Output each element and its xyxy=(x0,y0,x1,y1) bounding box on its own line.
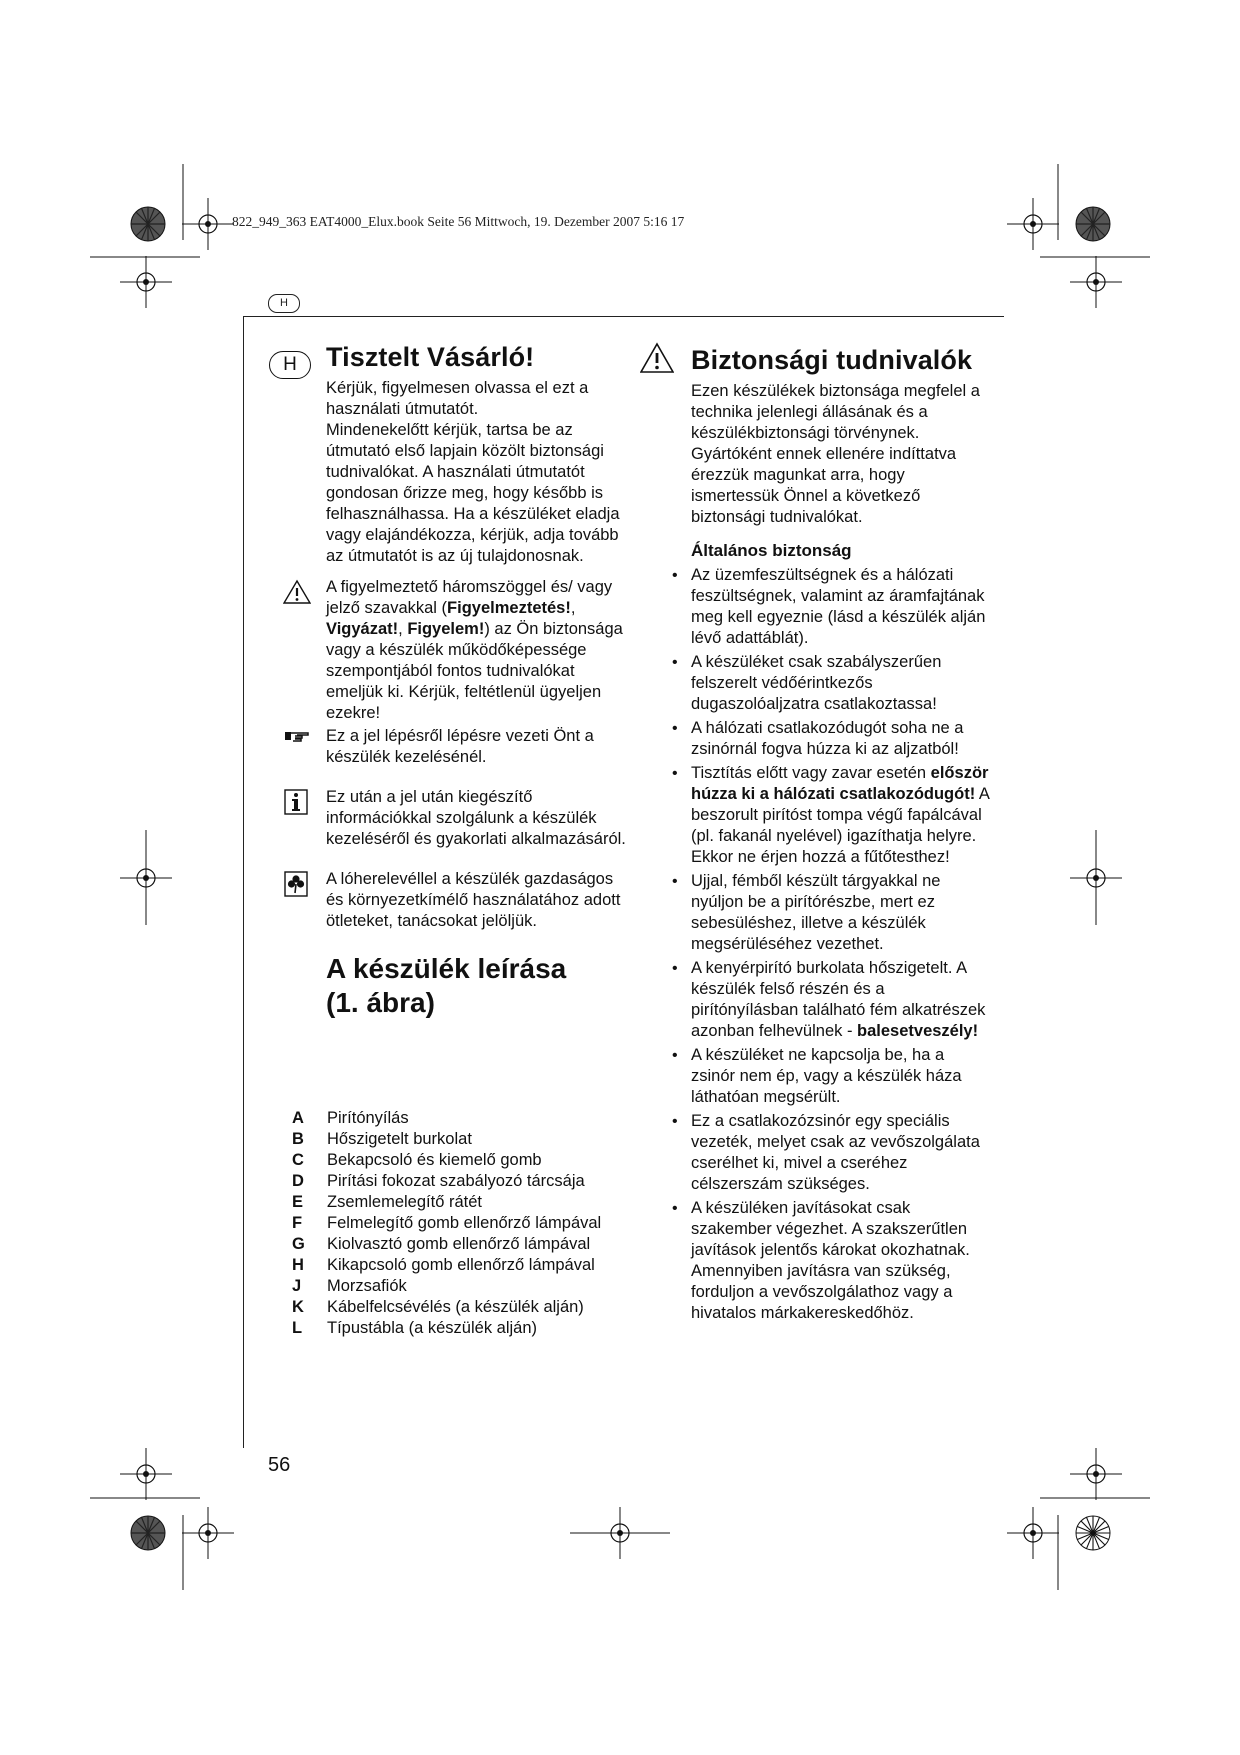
list-item: • Ez a csatlakozózsinór egy speciális vezeték, melyet csak az vevőszolgálata cserélhet ki, mivel a cseréhez célszerszám szükséges. xyxy=(691,1111,991,1195)
list-item xyxy=(691,763,991,868)
list-item: • A készüléken javításokat csak szakember végezhet. A szakszerűtlen javítások jelentős károkat okozhatnak. Amennyiben javításra van szükség, forduljon a vevőszolgálathoz vagy a hivatalos márkakereskedőhöz. xyxy=(691,1198,991,1324)
legend-letter: G xyxy=(292,1235,305,1253)
info-note xyxy=(326,787,626,850)
legend-text: Bekapcsoló és kiemelő gomb xyxy=(327,1151,542,1169)
info-icon xyxy=(283,789,311,815)
legend-item xyxy=(292,1213,601,1234)
signal-word-2: Vigyázat! xyxy=(326,620,399,638)
list-item: • Ujjal, fémből készült tárgyakkal ne nyúljon be a pirítórészbe, mert ez sebesüléshez, illetve a készülék megsérüléséhez vezethet. xyxy=(691,871,991,955)
list-item-emphasis: balesetveszély! xyxy=(857,1022,979,1040)
list-item: • A készüléket ne kapcsolja be, ha a zsinór nem ép, vagy a készülék háza láthatóan megsérült. xyxy=(691,1045,991,1108)
section-title-figure-ref: (1. ábra) xyxy=(326,987,435,1018)
legend-letter: C xyxy=(292,1151,304,1169)
legend-text: Felmelegítő gomb ellenőrző lámpával xyxy=(327,1214,602,1232)
info-note-text: Ez után a jel után kiegészítő információkkal szolgálunk a készülék kezeléséről és gyakorlati alkalmazásáról. xyxy=(326,788,626,848)
safety-intro: Ezen készülékek biztonsága megfelel a technika jelenlegi állásának és a készülékbiztonsági törvénynek. Gyártóként ennek ellenére indíttatva érezzük magunkat arra, hogy ismertessük Önnel a következő biztonsági tudnivalókat. xyxy=(691,382,980,526)
legend-item xyxy=(292,1192,601,1213)
right-column xyxy=(691,344,991,1327)
legend-item xyxy=(292,1129,601,1150)
list-item: • A készüléket csak szabályszerűen felszerelt védőérintkezős dugaszolóaljzatra csatlakoztassa! xyxy=(691,652,991,715)
page-number: 56 xyxy=(268,1454,291,1476)
warning-triangle-icon xyxy=(283,579,311,605)
legend-text: Kábelfelcsévélés (a készülék alján) xyxy=(327,1298,584,1316)
language-badge: H xyxy=(268,294,300,313)
legend-item xyxy=(292,1108,601,1129)
list-item-text: Tisztítás előtt vagy zavar esetén xyxy=(691,764,931,782)
legend-letter: F xyxy=(292,1214,303,1232)
legend-text: Hőszigetelt burkolat xyxy=(327,1130,472,1148)
list-item: • Az üzemfeszültségnek és a hálózati feszültségnek, valamint az áramfajtának meg kell egyeznie (lásd a készülék alján lévő adattáblát). xyxy=(691,565,991,649)
list-item-text: A kenyérpirító burkolata hőszigetelt. A készülék felső részén és a pirítónyílásban található fém alkatrészek azonban felhevülnek - xyxy=(691,959,986,1040)
legend-text: Kiolvasztó gomb ellenőrző lámpával xyxy=(327,1235,591,1253)
safety-list xyxy=(691,565,991,1324)
header-rule xyxy=(244,316,1004,317)
legend-text: Morzsafiók xyxy=(327,1277,407,1295)
list-item xyxy=(691,958,991,1042)
legend-letter: J xyxy=(292,1277,302,1295)
legend-letter: B xyxy=(292,1130,304,1148)
safety-title: Biztonsági tudnivalók xyxy=(691,345,973,375)
language-marker: H xyxy=(269,351,311,379)
legend-item xyxy=(292,1171,601,1192)
clover-note-text: A lóherelevéllel a készülék gazdaságos és környezetkímélő használatához adott ötleteket, tanácsokat jelöljük. xyxy=(326,870,621,930)
legend-text: Kikapcsoló gomb ellenőrző lámpával xyxy=(327,1256,595,1274)
intro-paragraph-2: Mindenekelőtt kérjük, tartsa be az útmutató első lapjain közölt biztonsági tudnivalókat. A használati útmutatót gondosan őrizze meg, hogy később is felhasználhassa. Ha a készüléket eladja vagy elajándékozza, kérjük, adja tovább az útmutatót is az új tulajdonosnak. xyxy=(326,421,620,565)
list-item: • A hálózati csatlakozódugót soha ne a zsinórnál fogva húzza ki az aljzatból! xyxy=(691,718,991,760)
intro-paragraph-1: Kérjük, figyelmesen olvassa el ezt a használati útmutatót. xyxy=(326,379,589,418)
warning-text-2: ) az Ön biztonsága vagy a készülék működőképessége szempontjából fontos tudnivalókat emeljük ki. Kérjük, feltétlenül ügyeljen ezekre! xyxy=(326,620,623,722)
section-title: A készülék leírása xyxy=(326,953,567,984)
warning-text-1: A figyelmeztető háromszöggel és/ vagy jelző szavakkal ( xyxy=(326,578,613,617)
legend-item xyxy=(292,1150,601,1171)
legend-letter: K xyxy=(292,1298,304,1316)
warning-triangle-icon xyxy=(640,342,674,374)
legend-text: Pirítási fokozat szabályozó tárcsája xyxy=(327,1172,585,1190)
left-column xyxy=(326,341,626,1020)
signal-word-3: Figyelem! xyxy=(407,620,485,638)
print-header-line: 822_949_363 EAT4000_Elux.book Seite 56 Mittwoch, 19. Dezember 2007 5:16 17 xyxy=(232,214,685,229)
legend-letter: H xyxy=(292,1256,304,1274)
legend-letter: A xyxy=(292,1109,304,1127)
parts-legend xyxy=(292,1108,601,1339)
pointing-hand-icon xyxy=(283,724,311,750)
page-title: Tisztelt Vásárló! xyxy=(326,342,535,372)
legend-letter: E xyxy=(292,1193,304,1211)
legend-letter: L xyxy=(292,1319,303,1337)
signal-word-1: Figyelmeztetés! xyxy=(447,599,571,617)
margin-rule xyxy=(243,316,244,1448)
separator: , xyxy=(398,620,408,638)
warning-note xyxy=(326,577,626,724)
hand-note-text: Ez a jel lépésről lépésre vezeti Önt a készülék kezelésénél. xyxy=(326,727,594,766)
legend-item xyxy=(292,1276,601,1297)
legend-item xyxy=(292,1255,601,1276)
separator: , xyxy=(570,599,576,617)
legend-text: Pirítónyílás xyxy=(327,1109,409,1127)
legend-item xyxy=(292,1297,601,1318)
list-item-text: A beszorult pirítóst tompa végű fapálcával (pl. fakanál nyelével) igazíthatja helyre. Ekkor ne érjen hozzá a fűtőtesthez! xyxy=(691,785,989,866)
safety-subtitle: Általános biztonság xyxy=(691,541,852,560)
clover-leaf-icon xyxy=(283,871,311,897)
hand-note xyxy=(326,726,626,768)
clover-note xyxy=(326,869,626,932)
legend-text: Típustábla (a készülék alján) xyxy=(327,1319,538,1337)
legend-item xyxy=(292,1318,601,1339)
legend-item xyxy=(292,1234,601,1255)
legend-text: Zsemlemelegítő rátét xyxy=(327,1193,482,1211)
legend-letter: D xyxy=(292,1172,304,1190)
list-item-emphasis: először húzza ki a hálózati csatlakozódugót! xyxy=(691,764,989,803)
